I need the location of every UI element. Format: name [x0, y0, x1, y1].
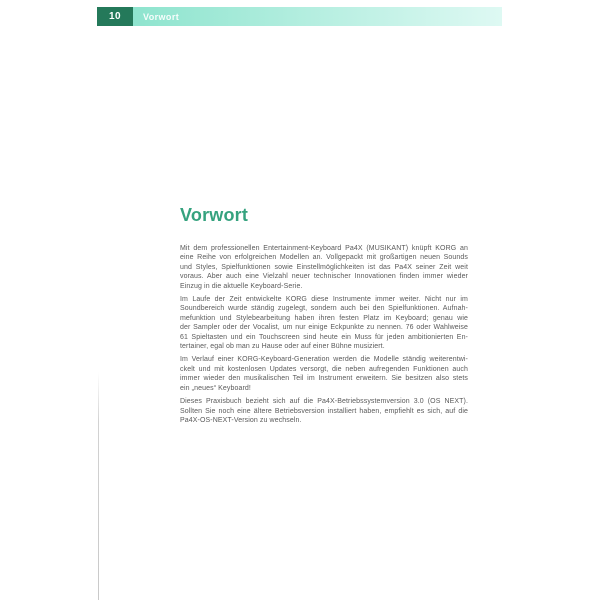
paragraph	[180, 355, 468, 393]
text-line: Soundbereich wurde ständig zugelegt, sondern auch bei den Spielfunktionen. Aufnah-	[180, 305, 468, 313]
text-line: Sollten Sie noch eine ältere Betriebsversion installiert haben, empfiehlt es sich, auf die	[180, 407, 468, 415]
text-line: tertainer, egal ob man zu Hause oder auf einer Bühne musiziert.	[180, 343, 385, 351]
text-line: Einzug in die aktuelle Keyboard-Serie.	[180, 282, 303, 290]
chapter-label: Vorwort	[143, 11, 180, 22]
text-line: ein „neues“ Keyboard!	[180, 384, 251, 392]
page-title: Vorwort	[180, 205, 249, 225]
text-line: Im Verlauf einer KORG-Keyboard-Generation werden die Modelle ständig weiterentwi-	[180, 356, 468, 364]
paragraphs	[180, 244, 468, 425]
text-line: Im Laufe der Zeit entwickelte KORG diese Instrumente immer weiter. Nicht nur im	[180, 296, 468, 304]
text-line: mefunktion und Stylebearbeitung haben ihren festen Platz im Keyboard; genau wie	[180, 314, 468, 322]
page-content	[180, 206, 468, 429]
paragraph	[180, 244, 468, 291]
text-line: Mit dem professionellen Entertainment-Keyboard Pa4X (MUSIKANT) knüpft KORG an	[180, 245, 468, 252]
text-line: voraus. Aber auch eine Vielzahl neuer technischer Innovationen finden immer wieder	[180, 273, 468, 281]
text-line: und Styles, Spielfunktionen sowie Einstellmöglichkeiten ist das Pa4X seiner Zeit weit	[180, 263, 468, 271]
text-line: eine Reihe von erfolgreichen Modellen an. Vollgepackt mit großartigen neuen Sounds	[180, 254, 468, 262]
text-line: Dieses Praxisbuch bezieht sich auf die Pa4X-Betriebssystemversion 3.0 (OS NEXT).	[180, 398, 468, 406]
text-line: der Sampler oder der Vocalist, um nur einige Eckpunkte zu nennen. 76 oder Wahlweise	[180, 324, 468, 332]
paragraph	[180, 397, 468, 425]
chapter-bar	[133, 7, 502, 26]
page-edge-line	[98, 372, 99, 600]
running-header	[97, 7, 502, 26]
page-number: 10	[108, 11, 122, 22]
paragraph	[180, 295, 468, 351]
page-number-box	[97, 7, 133, 26]
text-line: immer wieder den musikalischen Teil im Instrument erweitern. Sie besitzen also stets	[180, 375, 468, 383]
text-line: ckelt und mit kostenlosen Updates versorgt, die neben aufregenden Funktionen auch	[180, 365, 468, 373]
text-line: 61 Spieltasten und ein Touchscreen sind heute ein Muss für jeden ambitionierten En-	[180, 333, 468, 341]
text-line: Pa4X-OS-NEXT-Version zu wechseln.	[180, 416, 302, 424]
